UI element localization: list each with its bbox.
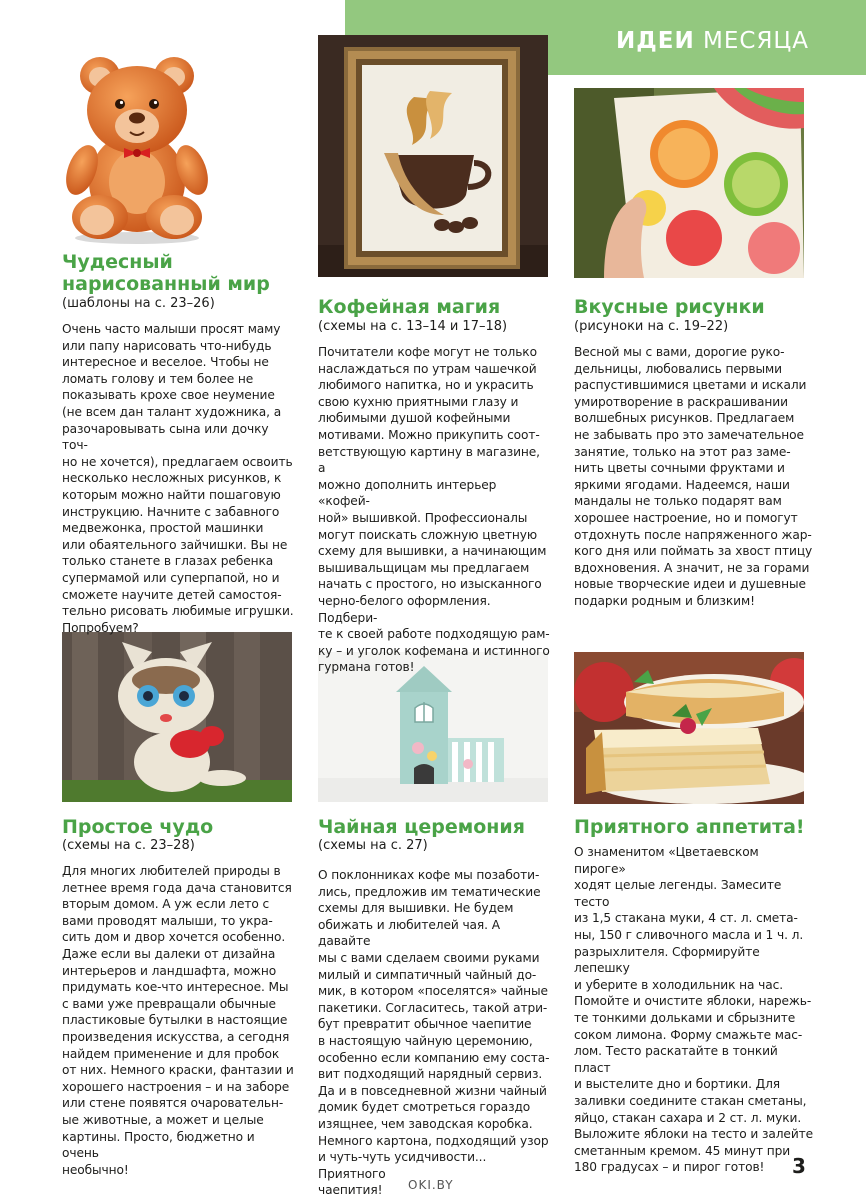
article-subtitle: (схемы на с. 23–28) (62, 838, 195, 853)
body-line: свою кухню приятными глазу и (318, 394, 519, 409)
body-line: бут превратит обычное чаепитие (318, 1017, 532, 1032)
body-line: не забывать про это замечательное (574, 427, 804, 442)
body-line: Весной мы с вами, дорогие руко- (574, 345, 785, 359)
article-subtitle: (схемы на с. 27) (318, 838, 428, 853)
body-line: Почитатели кофе могут не только (318, 345, 537, 359)
body-line: сить дом и двор хочется особенно. (62, 930, 286, 945)
article-title-bon-appetit: Приятного аппетита! (574, 816, 805, 838)
body-line: и выстелите дно и бортики. Для (574, 1077, 781, 1092)
body-line: интересное и веселое. Чтобы не (62, 355, 269, 370)
body-line: супермамой или суперпапой, но и (62, 570, 280, 585)
body-line: необычно! (62, 1162, 129, 1177)
article-body (318, 344, 550, 676)
body-line: любимыми душой кофейными (318, 411, 511, 426)
body-line: разрыхлителя. Сформируйте лепешку (574, 944, 760, 976)
body-line: начать с простого, но изысканного (318, 577, 542, 592)
body-line: и уберите в холодильник на час. (574, 977, 784, 992)
body-line: сметанным кремом. 45 минут при (574, 1143, 791, 1158)
body-line: занятие, только на этот раз заме- (574, 444, 791, 459)
bottle-cap-cat-photo (62, 632, 292, 802)
article-subtitle: (рисуноки на с. 19–22) (574, 319, 729, 334)
section-title (616, 28, 809, 54)
body-line: интерьеров и ландшафта, можно (62, 963, 277, 978)
body-line: вит подходящий нарядный сервиз. (318, 1067, 543, 1082)
body-line: мандалы не только подарят вам (574, 494, 782, 509)
article-body (62, 321, 294, 636)
body-line: заливки соедините стакан сметаны, (574, 1093, 807, 1108)
body-line: распустившимися цветами и искали (574, 378, 807, 393)
body-line: тельно рисовать любимые игрушки. (62, 604, 294, 619)
body-line: умиротворение в раскрашивании (574, 394, 788, 409)
body-line: наслаждаться по утрам чашечкой (318, 361, 537, 376)
body-line: пакетики. Согласитесь, такой атри- (318, 1000, 548, 1015)
body-line: или обаятельного зайчишки. Вы не (62, 537, 288, 552)
body-line: сможете научите детей самостоя- (62, 587, 282, 602)
body-line: от них. Немного краски, фантазии и (62, 1063, 294, 1078)
fruit-coloring-photo (574, 88, 804, 278)
body-line: чаепития! (318, 1183, 383, 1198)
body-line: хорошее настроение, но и помогут (574, 510, 798, 525)
body-line: инструкцию. Начните с забавного (62, 504, 280, 519)
body-line: или стене появятся очаровательн- (62, 1096, 284, 1111)
body-line: вторым домом. А уж если лето с (62, 897, 270, 912)
article-subtitle: (шаблоны на с. 23–26) (62, 296, 215, 311)
body-line: кого дня или поймать за хвост птицу (574, 544, 813, 559)
body-line: новые творческие идеи и душевные (574, 577, 806, 592)
body-line: Немного картона, подходящий узор (318, 1133, 549, 1148)
body-line: те тонкими дольками и сбрызните (574, 1010, 796, 1025)
footer-watermark: OKI.BY (408, 1178, 454, 1192)
body-line: Очень часто малыши просят маму (62, 322, 281, 336)
body-line: ной» вышивкой. Профессионалы (318, 510, 528, 525)
body-line: и чуть-чуть усидчивости... Приятного (318, 1150, 487, 1181)
body-line: придумать кое-что интересное. Мы (62, 980, 289, 995)
body-line: лом. Тесто раскатайте в тонкий пласт (574, 1044, 778, 1075)
body-line: домик будет смотреться гораздо (318, 1100, 531, 1115)
article-title-line: нарисованный мир (62, 273, 270, 295)
body-line: дельницы, любовались первыми (574, 361, 782, 376)
body-line: картины. Просто, бюджетно и очень (62, 1129, 255, 1161)
page-number: 3 (792, 1154, 806, 1178)
body-line: можно дополнить интерьер «кофей- (318, 477, 497, 509)
body-line: мы с вами сделаем своими руками (318, 950, 540, 965)
body-line: любимого напитка, но и украсить (318, 378, 534, 393)
body-line: хорошего настроения – и на заборе (62, 1079, 290, 1094)
article-subtitle: (схемы на с. 13–14 и 17–18) (318, 319, 508, 334)
body-line: вами проводят малыши, то укра- (62, 913, 273, 928)
apple-pie-photo (574, 652, 804, 804)
body-line: вышивальщицам мы предлагаем (318, 560, 530, 575)
body-line: несколько несложных рисунков, к (62, 471, 282, 486)
body-line: яйцо, стакан сахара и 2 ст. л. муки. (574, 1110, 802, 1125)
body-line: пластиковые бутылки в настоящие (62, 1013, 288, 1028)
body-line: ветствующую картину в магазине, а (318, 444, 540, 476)
body-line: Попробуем? (62, 620, 139, 635)
body-line: соком лимона. Форму смажьте мас- (574, 1027, 803, 1042)
body-line: лись, предложив им тематические (318, 884, 541, 899)
body-line: могут поискать сложную цветную (318, 527, 538, 542)
body-line: нить цветы сочными фруктами и (574, 461, 785, 476)
body-line: те к своей работе подходящую рам- (318, 627, 550, 642)
article-title-tea-ceremony: Чайная церемония (318, 816, 525, 838)
body-line: из 1,5 стакана муки, 4 ст. л. смета- (574, 911, 798, 926)
body-line: подарки родным и близким! (574, 593, 755, 608)
body-line: волшебных рисунков. Предлагаем (574, 411, 795, 426)
body-line: Да и в повседневной жизни чайный (318, 1083, 547, 1098)
article-body (574, 344, 814, 610)
body-line: отдохнуть после напряженного жар- (574, 527, 812, 542)
body-line: или папу нарисовать что-нибудь (62, 338, 272, 353)
section-title-light: МЕСЯЦА (703, 28, 810, 54)
article-title-tasty-drawings: Вкусные рисунки (574, 296, 765, 318)
body-line: яркими ягодами. Надеемся, наши (574, 477, 790, 492)
body-line: ку – и уголок кофемана и истинного (318, 643, 550, 658)
body-line: обижать и любителей чая. А давайте (318, 917, 500, 949)
body-line: медвежонка, простой машинки (62, 521, 264, 536)
body-line: милый и симпатичный чайный до- (318, 967, 537, 982)
section-title-bold: ИДЕИ (616, 28, 695, 54)
body-line: Даже если вы далеки от дизайна (62, 946, 276, 961)
body-line: схемы для вышивки. Не будем (318, 901, 514, 916)
body-line: Для многих любителей природы в (62, 864, 281, 878)
body-line: Помойте и очистите яблоки, нарежь- (574, 994, 812, 1009)
teddy-bear-illustration (62, 52, 212, 244)
body-line: вдохновения. А значит, не за горами (574, 560, 810, 575)
body-line: 180 градусах – и пирог готов! (574, 1160, 765, 1175)
body-line: летнее время года дача становится (62, 880, 292, 895)
article-body (574, 844, 814, 1176)
article-body (62, 863, 294, 1178)
body-line: черно-белого оформления. Подбери- (318, 593, 491, 625)
body-line: ходят целые легенды. Замесите тесто (574, 878, 782, 909)
body-line: изящнее, чем заводская коробка. (318, 1116, 533, 1131)
body-line: ломать голову и тем более не (62, 371, 254, 386)
body-line: которым можно найти пошаговую (62, 487, 281, 502)
coffee-embroidery-photo (318, 35, 548, 277)
body-line: О знаменитом «Цветаевском пироге» (574, 845, 759, 876)
body-line: мик, в котором «поселятся» чайные (318, 984, 548, 999)
body-line: схему для вышивки, а начинающим (318, 544, 547, 559)
body-line: мотивами. Можно прикупить соот- (318, 427, 540, 442)
body-line: особенно если компанию ему соста- (318, 1050, 550, 1065)
body-line: в настоящую чайную церемонию, (318, 1033, 533, 1048)
article-title-simple-miracle: Простое чудо (62, 816, 214, 838)
body-line: (не всем дан талант художника, а (62, 404, 282, 419)
article-body (318, 867, 554, 1199)
body-line: О поклонниках кофе мы позаботи- (318, 868, 540, 882)
body-line: разочаровывать сына или дочку точ- (62, 421, 269, 453)
body-line: найдем применение и для пробок (62, 1046, 280, 1061)
body-line: показывать крохе свое неумение (62, 388, 275, 403)
body-line: произведения искусства, а сегодня (62, 1029, 290, 1044)
body-line: но не хочется), предлагаем освоить (62, 454, 293, 469)
body-line: гурмана готов! (318, 660, 415, 675)
body-line: ые животные, а может и целые (62, 1112, 264, 1127)
body-line: только станете в глазах ребенка (62, 554, 274, 569)
article-title-line: Чудесный (62, 251, 173, 273)
article-title-drawn-world (62, 251, 270, 295)
body-line: ны, 150 г сливочного масла и 1 ч. л. (574, 927, 804, 942)
article-title-coffee-magic: Кофейная магия (318, 296, 501, 318)
body-line: Выложите яблоки на тесто и залейте (574, 1127, 814, 1142)
body-line: с вами уже превращали обычные (62, 996, 276, 1011)
